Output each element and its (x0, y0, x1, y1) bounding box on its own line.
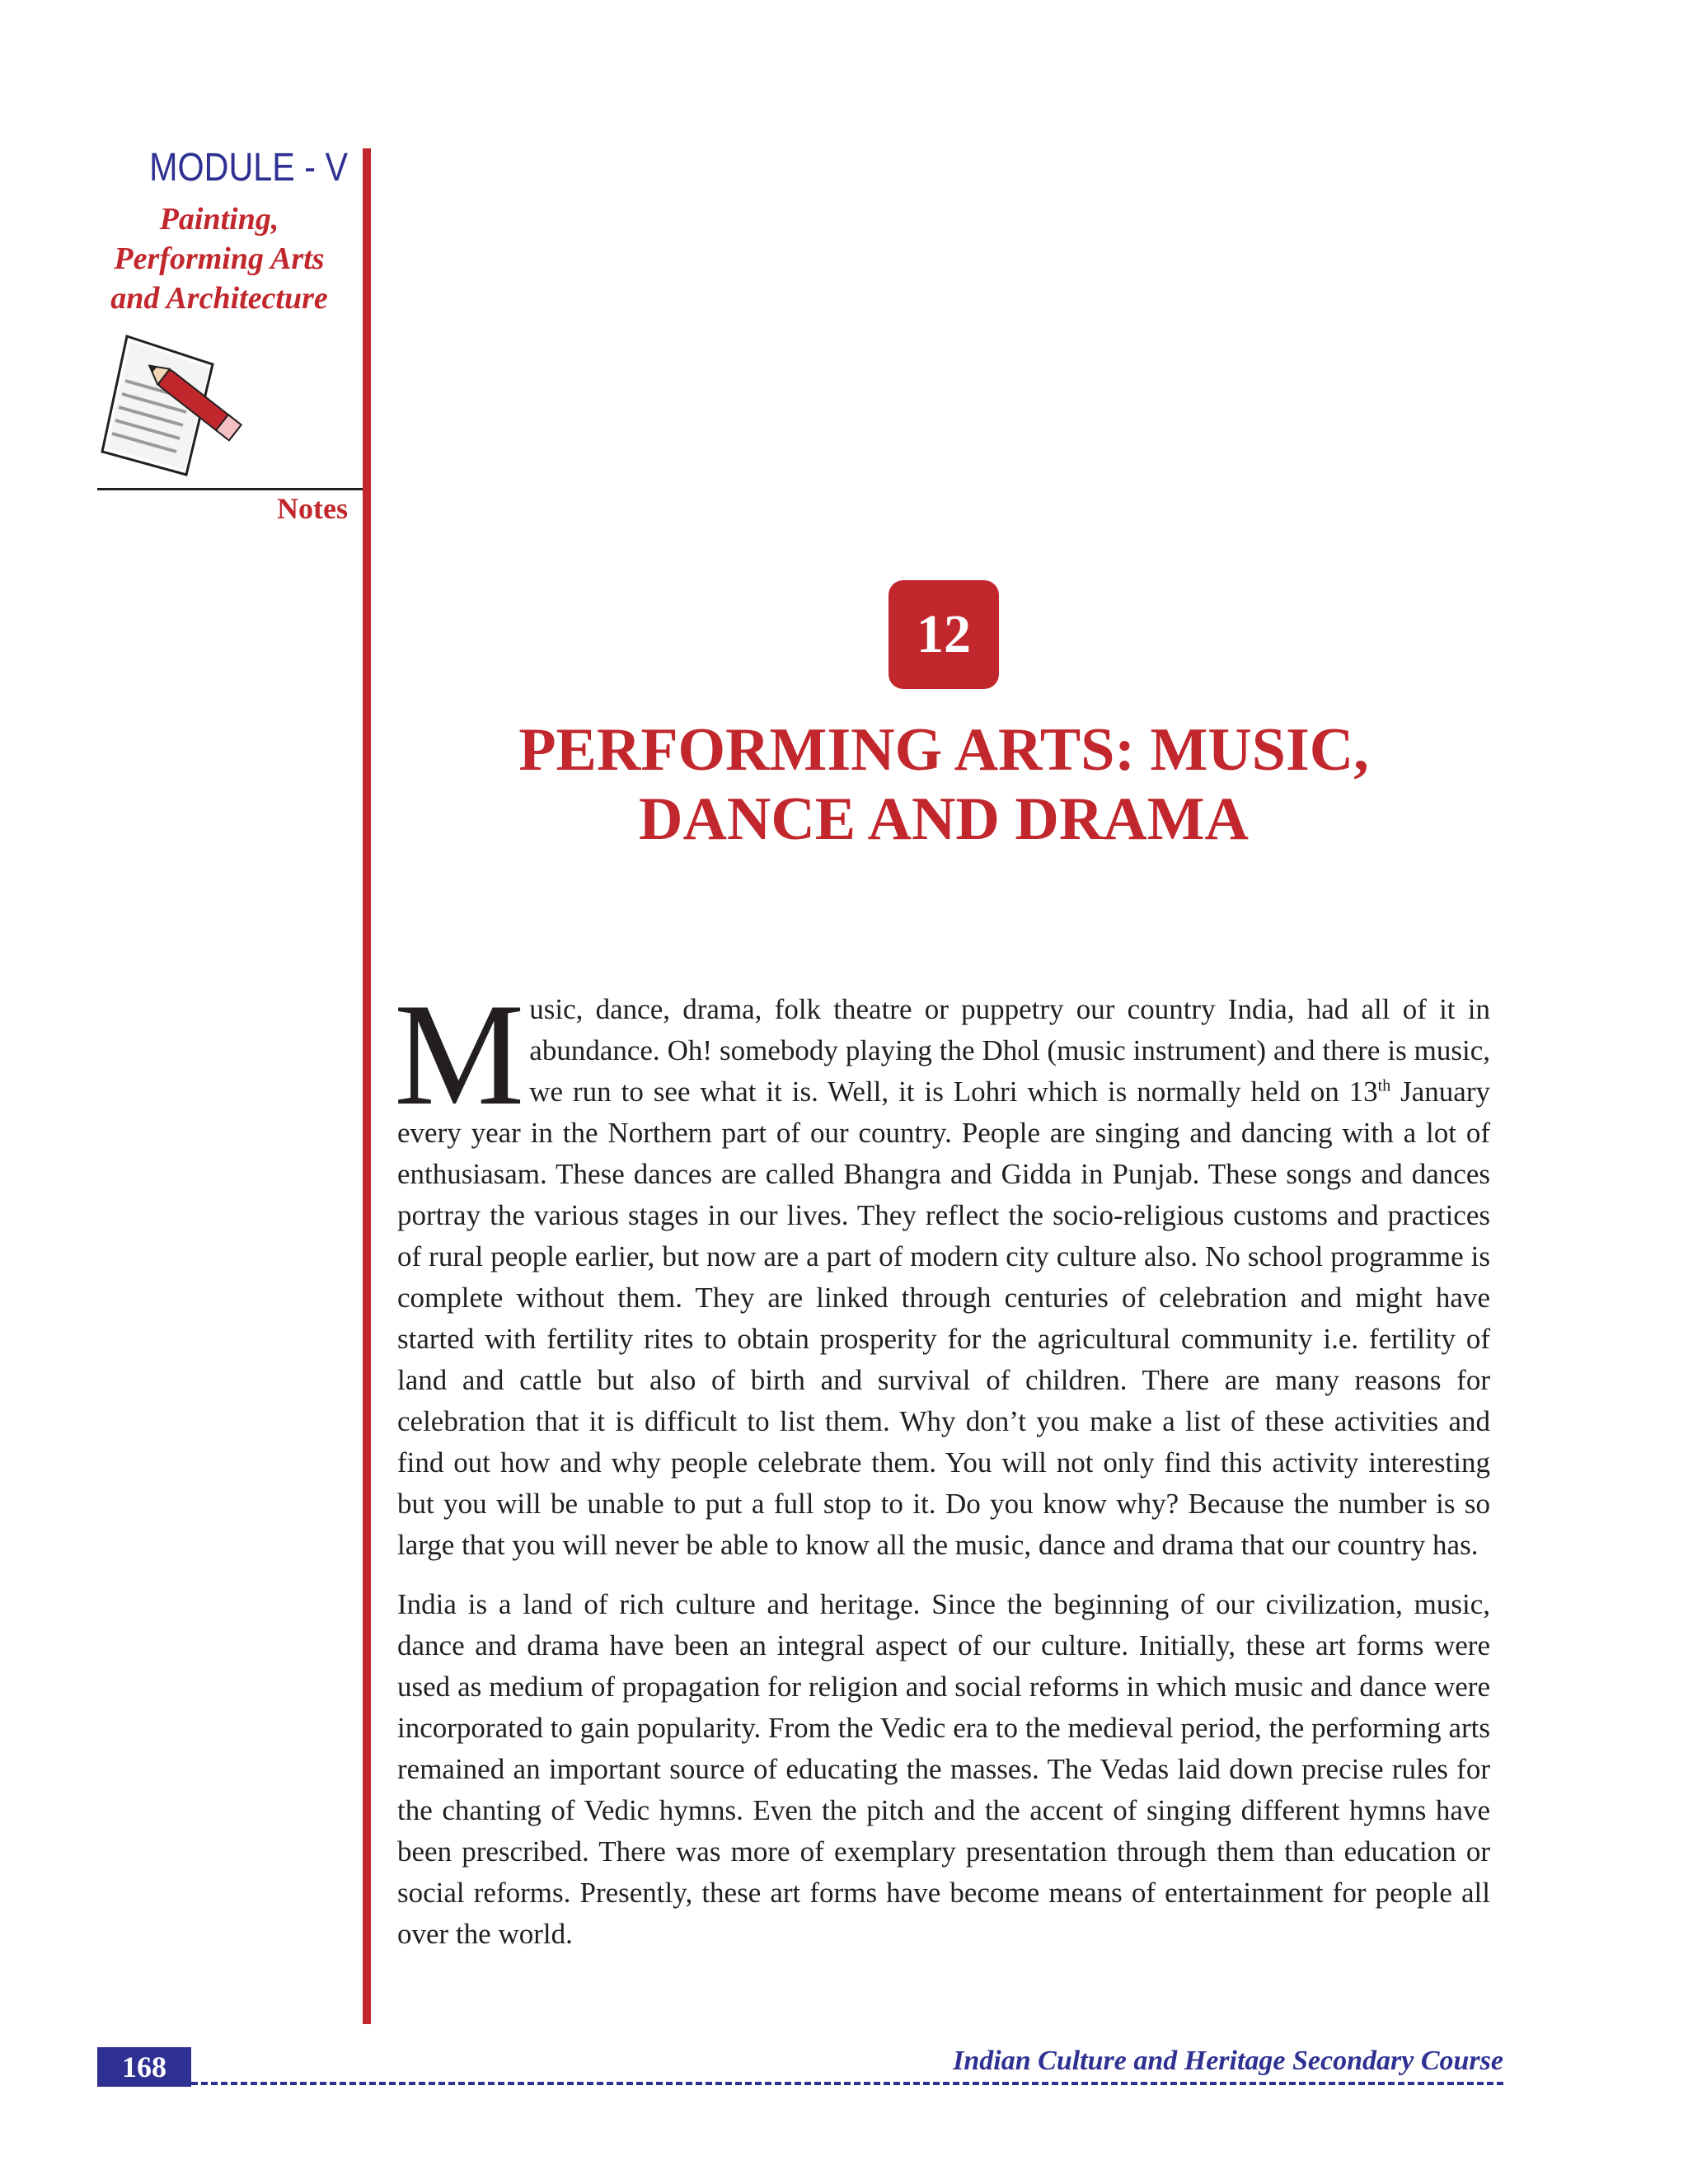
module-subtitle-line: and Architecture (110, 281, 328, 316)
notes-pencil-icon (97, 328, 262, 493)
chapter-title-line: DANCE AND DRAMA (639, 785, 1249, 853)
chapter-title-line: PERFORMING ARTS: MUSIC, (518, 716, 1369, 784)
notes-label: Notes (277, 492, 348, 525)
body-paragraph (394, 972, 1490, 1566)
paragraph-text: usic, dance, drama, folk theatre or puppetry our country India, had all of it in abundance. Oh! somebody playing the Dhol (music instrument) and there is music, we run to see what it is. Well, it is Lohri which is normally held on 13 (529, 993, 1490, 1108)
module-heading: MODULE - V (149, 146, 348, 190)
module-subtitle-line: Performing Arts (114, 241, 325, 276)
chapter-body (394, 972, 1490, 1973)
footer-rule (191, 2082, 1503, 2085)
module-subtitle-line: Painting, (159, 202, 279, 237)
body-paragraph: India is a land of rich culture and heritage. Since the beginning of our civilization, music, dance and drama have been an integral aspect of our culture. Initially, these art forms were used as medium of propagation for religion and social reforms in which music and dance were incorporated to gain popularity. From the Vedic era to the medieval period, the performing arts remained an important source of educating the masses. The Vedas laid down precise rules for the chanting of Vedic hymns. Even the pitch and the accent of singing different hymns have been prescribed. There was more of exemplary presentation through them than education or social reforms. Presently, these art forms have become means of entertainment for people all over the world. (397, 1588, 1490, 1950)
chapter-number-badge: 12 (889, 580, 999, 689)
module-subtitle (91, 199, 348, 318)
notes-rule (97, 488, 363, 490)
margin-divider (363, 148, 371, 2024)
ordinal-suffix: th (1377, 1076, 1391, 1095)
chapter-title (429, 715, 1459, 854)
course-title: Indian Culture and Heritage Secondary Course (948, 2046, 1503, 2077)
page-number: 168 (97, 2047, 191, 2087)
paragraph-text: January every year in the Northern part of our country. People are singing and dancing with a lot of enthusiasam. These dances are called Bhangra and Gidda in Punjab. These songs and dances portray the various stages in our lives. They reflect the socio-religious customs and practices of rural people earlier, but now are a part of modern city culture also. No school programme is complete without them. They are linked through centuries of celebration and might have started with fertility rites to obtain prosperity for the agricultural community i.e. fertility of land and cattle but also of birth and survival of children. There are many reasons for celebration that it is difficult to list them. Why don’t you make a list of these activities and find out how and why people celebrate them. You will not only find this activity interesting but you will be unable to put a full stop to it. Do you know why? Because the number is so large that you will never be able to know all the music, dance and drama that our country has. (397, 1076, 1490, 1561)
drop-cap: M (394, 972, 525, 1136)
